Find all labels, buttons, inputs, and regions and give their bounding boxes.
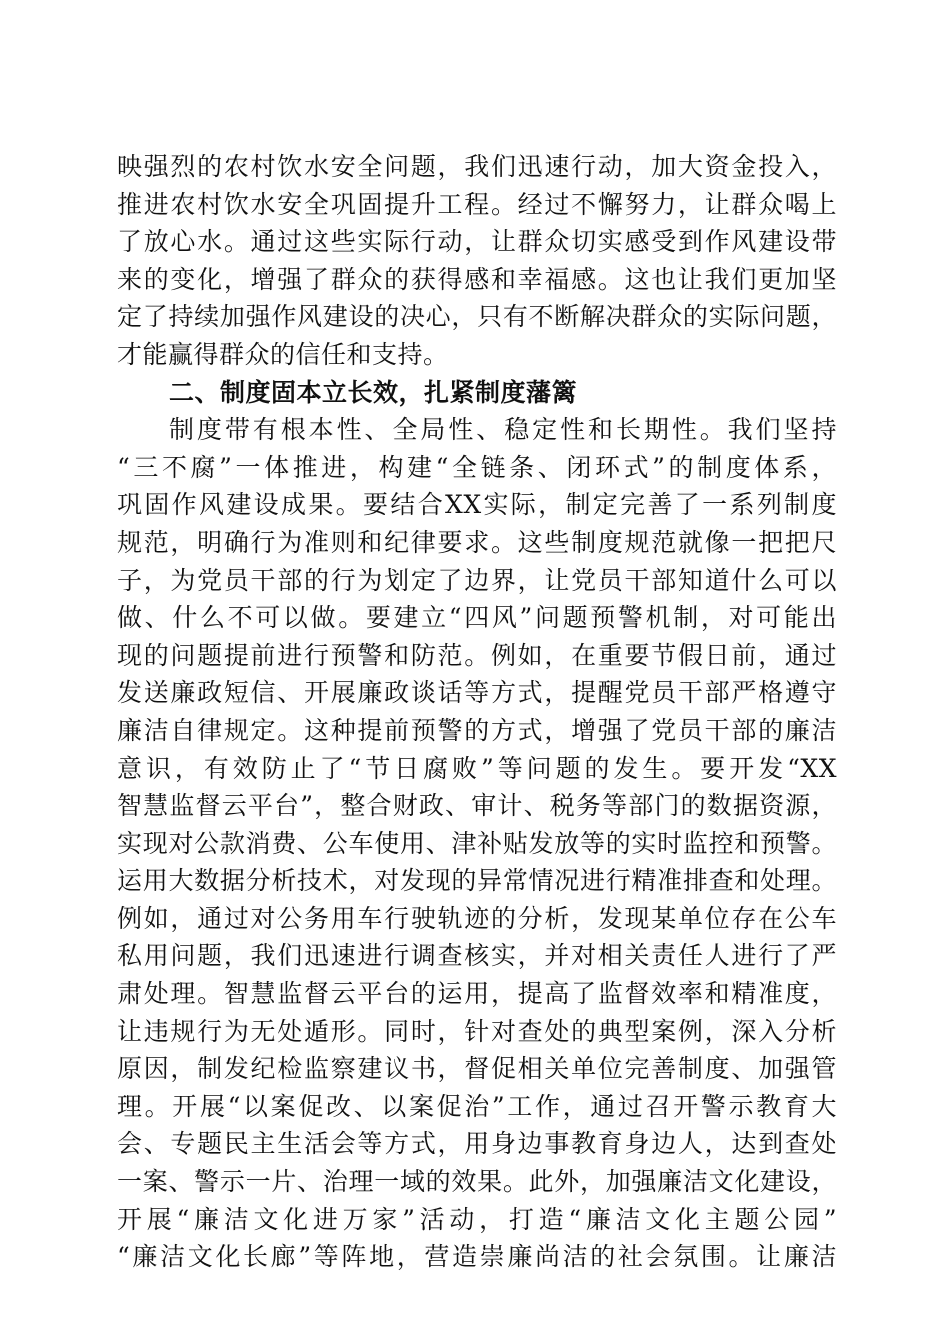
body-line: “三不腐”一体推进，构建“全链条、闭环式”的制度体系， [117, 452, 837, 482]
section-heading: 二、制度固本立长效，扎紧制度藩篱 [169, 377, 578, 407]
body-line: 才能赢得群众的信任和支持。 [117, 339, 449, 369]
body-line: 智慧监督云平台”，整合财政、审计、税务等部门的数据资源， [117, 791, 837, 821]
document-body [117, 148, 837, 1276]
body-line: 意识，有效防止了“节日腐败”等问题的发生。要开发“XX [117, 753, 837, 783]
body-line: 开展“廉洁文化进万家”活动，打造“廉洁文化主题公园” [117, 1204, 837, 1234]
body-line: 巩固作风建设成果。要结合XX实际，制定完善了一系列制度 [117, 490, 837, 520]
body-line: 定了持续加强作风建设的决心，只有不断解决群众的实际问题， [117, 302, 837, 332]
body-line: 私用问题，我们迅速进行调查核实，并对相关责任人进行了严 [117, 941, 837, 971]
body-line: 廉洁自律规定。这种提前预警的方式，增强了党员干部的廉洁 [117, 715, 837, 745]
body-line: 一案、警示一片、治理一域的效果。此外，加强廉洁文化建设， [117, 1167, 837, 1197]
body-line: 子，为党员干部的行为划定了边界，让党员干部知道什么可以 [117, 565, 837, 595]
body-line: 实现对公款消费、公车使用、津补贴发放等的实时监控和预警。 [117, 828, 837, 858]
body-line: 让违规行为无处遁形。同时，针对查处的典型案例，深入分析 [117, 1016, 837, 1046]
body-line: 来的变化，增强了群众的获得感和幸福感。这也让我们更加坚 [117, 264, 837, 294]
body-line: 了放心水。通过这些实际行动，让群众切实感受到作风建设带 [117, 227, 837, 257]
body-line: 推进农村饮水安全巩固提升工程。经过不懈努力，让群众喝上 [117, 189, 837, 219]
body-line: 做、什么不可以做。要建立“四风”问题预警机制，对可能出 [117, 603, 837, 633]
body-line: 映强烈的农村饮水安全问题，我们迅速行动，加大资金投入， [117, 152, 837, 181]
body-line: 原因，制发纪检监察建议书，督促相关单位完善制度、加强管 [117, 1054, 837, 1084]
body-line: 会、专题民主生活会等方式，用身边事教育身边人，达到查处 [117, 1129, 837, 1159]
body-line: 运用大数据分析技术，对发现的异常情况进行精准排查和处理。 [117, 866, 837, 896]
body-line: 发送廉政短信、开展廉政谈话等方式，提醒党员干部严格遵守 [117, 678, 837, 708]
body-line: “廉洁文化长廊”等阵地，营造崇廉尚洁的社会氛围。让廉洁 [117, 1242, 837, 1272]
body-line: 例如，通过对公务用车行驶轨迹的分析，发现某单位存在公车 [117, 903, 837, 933]
body-line: 规范，明确行为准则和纪律要求。这些制度规范就像一把把尺 [117, 527, 837, 557]
body-line: 制度带有根本性、全局性、稳定性和长期性。我们坚持 [169, 415, 837, 445]
body-line: 肃处理。智慧监督云平台的运用，提高了监督效率和精准度， [117, 979, 837, 1009]
body-line: 理。开展“以案促改、以案促治”工作，通过召开警示教育大 [117, 1091, 837, 1121]
body-line: 现的问题提前进行预警和防范。例如，在重要节假日前，通过 [117, 640, 837, 670]
